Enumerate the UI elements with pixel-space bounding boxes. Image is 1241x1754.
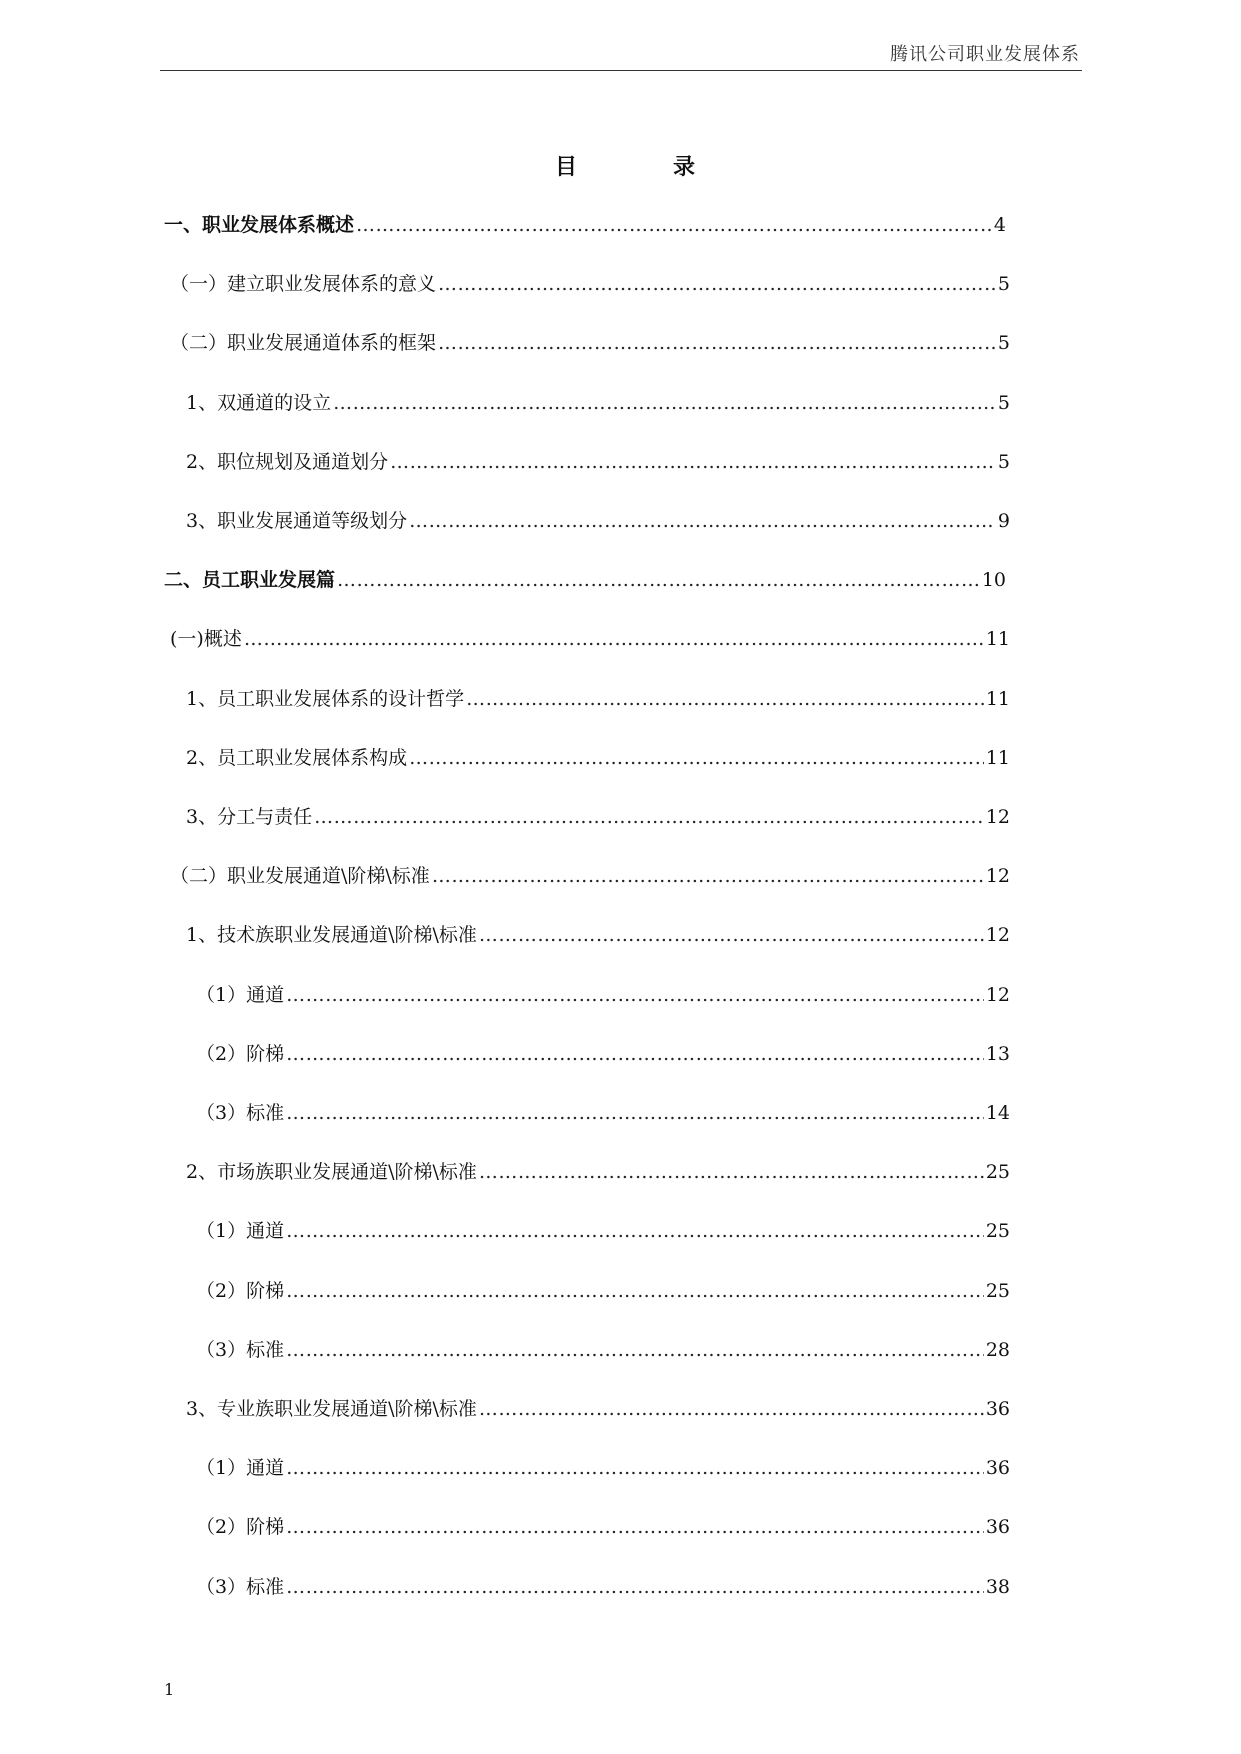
toc-entry-page-number: 11 [985,628,1010,650]
toc-title-char-2: 录 [672,155,695,180]
toc-dot-leader [390,451,996,473]
header-title: 腾讯公司职业发展体系 [890,44,1080,65]
toc-dot-leader [432,865,984,887]
toc-dot-leader [286,1576,984,1598]
toc-entry-label: （1）通道 [196,1220,285,1242]
toc-entry-page-number: 12 [985,865,1010,887]
toc-entry-label: 二、员工职业发展篇 [164,569,336,591]
toc-dot-leader [409,747,984,769]
toc-entry-page-number: 38 [985,1576,1010,1598]
toc-entry-page-number: 36 [985,1398,1010,1420]
toc-entry-page-number: 12 [985,806,1010,828]
toc-entry-label: （2）阶梯 [196,1516,285,1538]
toc-entry[interactable] [186,388,1010,418]
toc-entry-label: （二）职业发展通道体系的框架 [170,332,437,354]
toc-entry[interactable] [186,920,1010,950]
toc-dot-leader [244,628,984,650]
toc-dot-leader [438,273,996,295]
toc-entry[interactable] [164,210,1006,240]
toc-dot-leader [438,332,996,354]
toc-dot-leader [466,688,984,710]
toc-entry-page-number: 5 [997,392,1010,414]
toc-entry[interactable] [196,1216,1010,1246]
toc-entry-label: （1）通道 [196,984,285,1006]
toc-entry-label: 2、市场族职业发展通道\阶梯\标准 [186,1161,477,1183]
toc-entry-page-number: 5 [997,332,1010,354]
toc-entry[interactable] [196,980,1010,1010]
toc-dot-leader [286,1102,984,1124]
toc-dot-leader [314,806,984,828]
toc-entry-label: 2、员工职业发展体系构成 [186,747,408,769]
toc-entry-label: 2、职位规划及通道划分 [186,451,389,473]
toc-entry-label: 1、技术族职业发展通道\阶梯\标准 [186,924,477,946]
toc-entry-page-number: 28 [985,1339,1010,1361]
toc-dot-leader [286,1280,984,1302]
toc-dot-leader [286,984,984,1006]
toc-entry[interactable] [196,1572,1010,1602]
page-number: 1 [164,1680,175,1699]
toc-entry[interactable] [186,802,1010,832]
toc-entry[interactable] [164,565,1006,595]
toc-entry[interactable] [186,743,1010,773]
toc-entry-label: 一、职业发展体系概述 [164,214,355,236]
toc-entry-page-number: 13 [985,1043,1010,1065]
toc-dot-leader [286,1220,984,1242]
toc-entry-label: （2）阶梯 [196,1280,285,1302]
toc-entry-label: 1、员工职业发展体系的设计哲学 [186,688,465,710]
toc-entry[interactable] [196,1335,1010,1365]
toc-entry-page-number: 12 [985,924,1010,946]
toc-entry[interactable] [170,269,1010,299]
toc-entry[interactable] [196,1276,1010,1306]
toc-entry-page-number: 9 [997,510,1010,532]
toc-entry-label: （二）职业发展通道\阶梯\标准 [170,865,430,887]
toc-entry-page-number: 36 [985,1457,1010,1479]
toc-entry-page-number: 25 [985,1280,1010,1302]
toc-entry-label: 3、职业发展通道等级划分 [186,510,408,532]
toc-dot-leader [356,214,992,236]
toc-entry-page-number: 36 [985,1516,1010,1538]
toc-entry-label: 3、专业族职业发展通道\阶梯\标准 [186,1398,477,1420]
toc-entry-label: （1）通道 [196,1457,285,1479]
toc-entry-page-number: 5 [997,273,1010,295]
toc-title-char-1: 目 [555,155,578,180]
toc-entry-page-number: 25 [985,1161,1010,1183]
toc-entry[interactable] [196,1453,1010,1483]
toc-dot-leader [337,569,980,591]
toc-entry[interactable] [186,684,1010,714]
toc-entry[interactable] [196,1512,1010,1542]
toc-dot-leader [286,1457,984,1479]
toc-entry-label: （3）标准 [196,1339,285,1361]
toc-entry-page-number: 25 [985,1220,1010,1242]
toc-dot-leader [286,1043,984,1065]
toc-entry[interactable] [170,861,1010,891]
toc-entry-label: （3）标准 [196,1576,285,1598]
toc-entry-page-number: 12 [985,984,1010,1006]
toc-entry-page-number: 4 [993,214,1006,236]
toc-dot-leader [286,1516,984,1538]
toc-dot-leader [286,1339,984,1361]
toc-dot-leader [479,1161,984,1183]
toc-entry-label: (一)概述 [170,628,242,650]
toc-entry-page-number: 11 [985,688,1010,710]
toc-dot-leader [333,392,996,414]
toc-entry-page-number: 14 [985,1102,1010,1124]
toc-entry[interactable] [186,447,1010,477]
toc-entry[interactable] [186,1157,1010,1187]
toc-entry[interactable] [196,1098,1010,1128]
toc-entry-page-number: 11 [985,747,1010,769]
toc-entry[interactable] [170,624,1010,654]
toc-entry-label: 3、分工与责任 [186,806,313,828]
toc-entry-label: （2）阶梯 [196,1043,285,1065]
toc-entry-label: （一）建立职业发展体系的意义 [170,273,437,295]
toc-dot-leader [479,924,984,946]
toc-entry-label: （3）标准 [196,1102,285,1124]
toc-entry-label: 1、双通道的设立 [186,392,332,414]
toc-entry[interactable] [170,328,1010,358]
toc-entry[interactable] [196,1039,1010,1069]
toc-entry[interactable] [186,1394,1010,1424]
toc-dot-leader [479,1398,984,1420]
toc-dot-leader [409,510,996,532]
toc-entry[interactable] [186,506,1010,536]
toc-entry-page-number: 5 [997,451,1010,473]
toc-entry-page-number: 10 [981,569,1006,591]
